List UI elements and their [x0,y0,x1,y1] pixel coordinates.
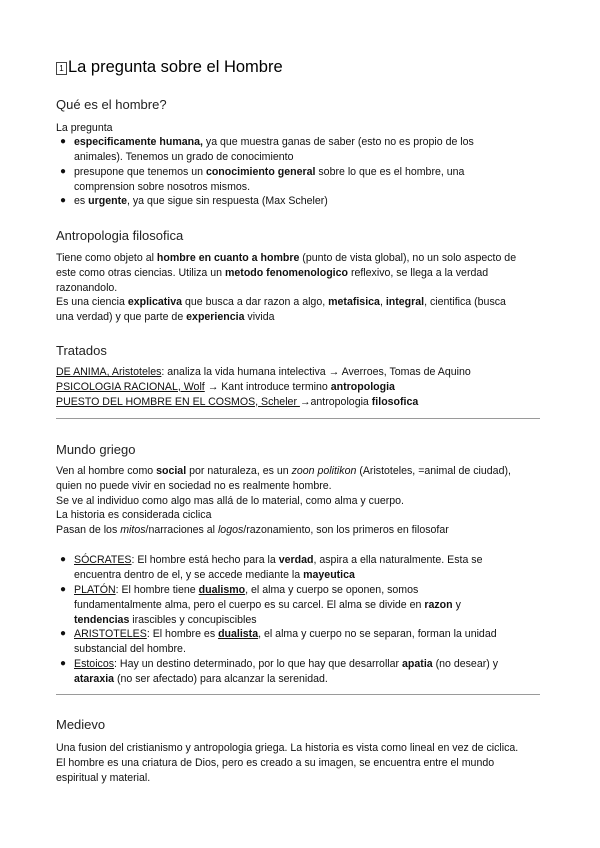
paragraph [56,251,546,325]
list-item [60,194,544,209]
bold-text: verdad [278,554,314,566]
underlined-text: Estoicos [74,658,115,670]
underlined-text: DE ANIMA, Aristoteles [56,366,162,378]
text: encuentra dentro de el, y se accede mediante la [74,568,304,581]
text: , ya que sigue sin respuesta (Max Scheler) [127,195,328,207]
text: Ven al hombre como [56,465,157,477]
text: Es una ciencia [56,296,128,309]
text: animales). Tenemos un grado de conocimiento [74,150,294,163]
text: Pasan de los [56,524,121,537]
page-title-text: La pregunta sobre el Hombre [68,58,283,76]
bold-text: mayeutica [303,568,355,581]
paragraph [56,741,546,785]
underlined-text: PSICOLOGIA RACIONAL, Wolf [56,380,205,393]
bold-text: urgente [88,195,127,207]
text: : El hombre tiene [115,584,199,596]
underlined-text: PLATÓN [74,584,116,596]
text: El hombre es una criatura de Dios, pero es creado a su imagen, se encuentra entre el mundo [56,756,495,769]
text: Tiene como objeto al [56,252,157,264]
list-item [60,583,544,627]
italic-text: logos [217,524,244,537]
text: →antropologia [299,395,372,408]
list-item [60,135,544,165]
text: reflexivo, se llega a la verdad [348,266,489,279]
bold-text: hombre en cuanto a hombre [156,252,300,264]
text: presupone que tenemos un [74,166,206,178]
underlined-text: SÓCRATES [74,554,132,566]
bold-text: social [156,465,187,477]
text: y [452,598,461,611]
italic-text: zoon politikon [291,465,357,477]
bold-text: filosofica [371,395,419,408]
text: (no ser afectado) para alcanzar la serenidad. [114,672,328,685]
text: este como otras ciencias. Utiliza un [56,266,225,279]
text: quien no puede vivir en sociedad no es realmente hombre. [56,479,332,492]
text: vivida [244,311,275,324]
text: substancial del hombre. [74,642,186,655]
bold-text: experiencia [186,311,245,324]
bold-text: especificamente humana, [74,136,203,148]
bold-text: apatia [402,658,433,670]
text: (Aristoteles, =animal de ciudad), [356,465,511,477]
section-heading-tratados: Tratados [56,343,107,358]
list-item [60,627,544,657]
bold-text: conocimiento general [205,166,316,178]
text: es [74,195,89,207]
text: : El hombre está hecho para la [131,554,279,566]
list-item [60,553,544,583]
text: comprension sobre nosotros mismos. [74,180,251,193]
bold-text: integral [385,296,425,309]
bullet-icon: ● [60,628,67,639]
page-title [56,58,283,77]
section-heading-antropologia: Antropologia filosofica [56,228,184,243]
text: (punto de vista global), no un solo aspecto de [299,252,517,264]
bullet-icon: ● [60,584,67,595]
bold-text: antropologia [330,380,395,393]
text: por naturaleza, es un [186,465,292,477]
bold-text: razon [424,598,453,611]
text: → Kant introduce termino [204,380,331,393]
text: , cientifica (busca [424,296,506,309]
text: sobre lo que es el hombre, una [315,166,465,178]
bold-underlined-text: dualismo [198,584,246,596]
text: espiritual y material. [56,771,151,784]
text: , [379,296,386,309]
text: /razonamiento, son los primeros en filosofar [243,524,449,537]
bullet-icon: ● [60,554,67,565]
paragraph [56,464,546,538]
text: ya que muestra ganas de saber (esto no es propio de los [202,136,474,148]
section-heading-mundo-griego: Mundo griego [56,442,136,457]
text: fundamentalmente alma, pero el cuerpo es su carcel. El alma se divide en [74,598,425,611]
text: , el alma y cuerpo se oponen, somos [245,584,419,596]
bullet-icon: ● [60,166,67,177]
divider [56,418,540,419]
text: La historia es considerada ciclica [56,509,212,522]
bold-text: metafisica [328,296,380,309]
heading-number-badge: 1 [56,62,67,75]
underlined-text: ARISTOTELES [74,628,147,640]
text: Una fusion del cristianismo y antropologia griega. La historia es vista como lineal en vez de ciclica. [56,742,519,754]
bullet-icon: ● [60,136,67,147]
text: , el alma y cuerpo no se separan, forman la unidad [258,628,497,640]
paragraph: La pregunta [56,122,113,134]
divider [56,694,540,695]
underlined-text: PUESTO DEL HOMBRE EN EL COSMOS, Scheler [56,395,300,408]
bullet-icon: ● [60,658,67,669]
section-heading-medievo: Medievo [56,717,106,732]
text: que busca a dar razon a algo, [182,296,329,309]
text: : analiza la vida humana intelectiva → Averroes, Tomas de Aquino [161,366,471,378]
text: una verdad) y que parte de [56,311,187,324]
text: Se ve al individuo como algo mas allá de lo material, como alma y cuerpo. [56,494,405,507]
section-heading-que-es-el-hombre: Qué es el hombre? [56,97,167,112]
bold-text: metodo fenomenologico [224,266,348,279]
text: : El hombre es [146,628,219,640]
text: , aspira a ella naturalmente. Esta se [313,554,483,566]
bullet-icon: ● [60,195,67,206]
tratados-list [56,365,546,409]
italic-text: mitos [120,524,146,537]
bold-underlined-text: dualista [218,628,259,640]
bold-text: tendencias [74,613,130,626]
list-item [60,657,544,687]
text: razonandolo. [56,281,118,294]
bold-text: explicativa [127,296,183,309]
text: : Hay un destino determinado, por lo que hay que desarrollar [114,658,403,670]
bold-text: ataraxia [74,672,115,685]
list-item [60,165,544,195]
text: irascibles y concupiscibles [129,613,257,626]
text: (no desear) y [432,658,499,670]
text: /narraciones al [145,524,218,537]
